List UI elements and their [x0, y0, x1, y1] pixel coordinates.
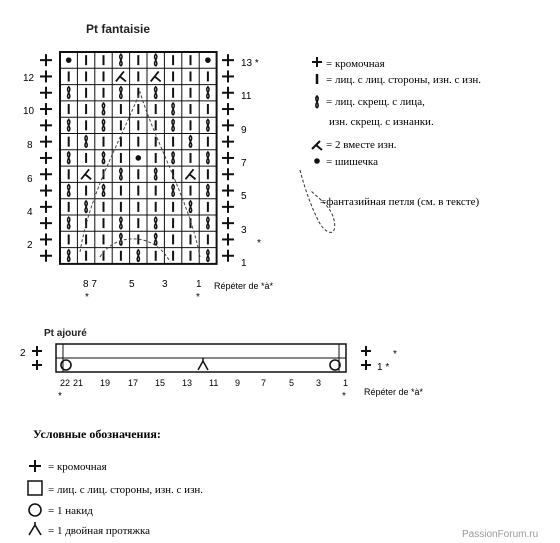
chart2-grid: [56, 344, 346, 372]
chart1-twisted-stitch: [137, 250, 139, 262]
chart1-twisted-stitch: [102, 103, 104, 115]
chart1-title: Pt fantaisie: [86, 22, 151, 36]
row-label-8: 8: [27, 140, 33, 151]
chart2-row2-asterisk: *: [393, 349, 397, 360]
legend2-square-icon: [28, 481, 42, 495]
legend2-circle-icon: [29, 504, 41, 516]
chart1-twisted-stitch: [85, 201, 87, 213]
legend1-k2tog-icon: [312, 141, 322, 150]
chart1-twisted-stitch: [207, 119, 209, 131]
chart1-bobble-stitch: [66, 57, 72, 63]
legend1-twisted-text: = лиц. скрещ. с лица,: [326, 96, 425, 108]
chart1-twisted-stitch: [68, 87, 70, 99]
chart1-twisted-stitch: [120, 217, 122, 229]
chart2-stitch-label: 19: [100, 378, 111, 388]
row-label-9: 9: [241, 125, 247, 136]
chart1-twisted-stitch: [85, 136, 87, 148]
chart1-twisted-stitch: [68, 250, 70, 262]
legend1: [300, 57, 481, 232]
chart1-twisted-stitch: [120, 233, 122, 245]
legend1-k2tog-text: = 2 вместе изн.: [326, 139, 397, 151]
chart2-stitch-label: 3: [316, 378, 322, 388]
stitch-label-8-7: 8 7: [83, 279, 97, 290]
chart1-k2tog-stitch: [81, 169, 91, 179]
chart2-selvage-left: [32, 346, 42, 370]
chart1-twisted-stitch: [102, 185, 104, 197]
chart1-stitch-labels: [83, 279, 274, 303]
watermark-text: PassionForum.ru: [462, 529, 539, 540]
chart2-stitch-label: 13: [182, 378, 193, 388]
row-label-13: 13 *: [241, 58, 259, 69]
chart2-title: Pt ajouré: [44, 328, 87, 339]
chart1-twisted-stitch: [120, 54, 122, 66]
row-label-5: 5: [241, 191, 247, 202]
chart1-k2tog-stitch: [116, 71, 126, 81]
row-label-6: 6: [27, 174, 33, 185]
chart2-row-label-2: 2: [20, 348, 26, 359]
chart2-stitch-label: 17: [128, 378, 139, 388]
chart1-twisted-stitch: [68, 152, 70, 164]
chart2-stitch-labels: [60, 378, 348, 388]
chart1-bobble-stitch: [136, 155, 142, 161]
chart2-stitch-label: 15: [155, 378, 166, 388]
chart1-twisted-stitch: [155, 87, 157, 99]
chart1-twisted-stitch: [102, 152, 104, 164]
chart1-repeat-label: Répéter de *à*: [214, 281, 274, 291]
row-label-1: 1: [241, 258, 247, 269]
row-label-11: 11: [241, 91, 252, 102]
chart1-twisted-stitch: [207, 250, 209, 262]
chart1-twisted-stitch: [120, 87, 122, 99]
chart1-twisted-stitch: [172, 185, 174, 197]
legend1-twisted-icon: [316, 96, 318, 108]
chart1-twisted-stitch: [102, 119, 104, 131]
row-label-7: 7: [241, 158, 247, 169]
legend1-bobble-text: = шишечка: [326, 156, 378, 168]
chart1-twisted-stitch: [207, 87, 209, 99]
chart1-twisted-stitch: [172, 103, 174, 115]
chart1-fancy-loop: [100, 239, 170, 262]
chart2-stitch-label: 11: [209, 378, 219, 388]
chart1-twisted-stitch: [68, 185, 70, 197]
chart1-twisted-stitch: [155, 168, 157, 180]
chart2-stitch-label: 7: [261, 378, 267, 388]
legend1-plus-icon: [312, 57, 322, 67]
chart1-twisted-stitch: [207, 185, 209, 197]
chart1-odd-row-labels: [241, 58, 261, 269]
chart1-twisted-stitch: [172, 152, 174, 164]
chart1-twisted-stitch: [155, 54, 157, 66]
chart1-k2tog-stitch: [151, 71, 161, 81]
legend2-circle-text: = 1 накид: [48, 505, 93, 517]
stitch-label-5: 5: [129, 279, 135, 290]
chart1-twisted-stitch: [68, 217, 70, 229]
stitch-asterisk-right: *: [196, 292, 200, 303]
chart1-k2tog-stitch: [186, 169, 196, 179]
row-label-3: 3: [241, 225, 247, 236]
chart2-asterisk-left: *: [58, 391, 62, 402]
legend2-plus-text: = кромочная: [48, 461, 107, 473]
chart1-twisted-stitch: [155, 233, 157, 245]
chart1-twisted-stitch: [172, 119, 174, 131]
legend2: [28, 460, 203, 537]
row3-asterisk: *: [257, 238, 261, 249]
chart1-even-row-labels: [23, 73, 35, 251]
chart1-twisted-stitch: [189, 201, 191, 213]
chart2-stitch-label: 9: [235, 378, 241, 388]
chart2-stitch-label: 21: [73, 378, 84, 388]
chart2-row-label-1: 1 *: [377, 362, 390, 373]
stitch-asterisk-left: *: [85, 292, 89, 303]
legend2-double-decrease-icon: [29, 522, 41, 535]
stitch-label-3: 3: [162, 279, 168, 290]
legend1-plus-text: = кромочная: [326, 58, 385, 70]
legend1-bar-text: = лиц. с лиц. стороны, изн. с изн.: [326, 74, 482, 86]
legend2-plus-icon: [29, 460, 41, 472]
chart1-twisted-stitch: [68, 119, 70, 131]
legend1-bobble-icon: [314, 158, 320, 164]
chart1-twisted-stitch: [207, 152, 209, 164]
legend1-loop-text: =фантазийная петля (см. в тексте): [320, 196, 480, 208]
chart1-selvage-left: [40, 54, 52, 262]
chart2-repeat-label: Répéter de *à*: [364, 387, 424, 397]
legend1-twisted-text2: изн. скрещ. с изнанки.: [329, 116, 434, 128]
legend2-title: Условные обозначения:: [33, 427, 161, 441]
row-label-2: 2: [27, 240, 33, 251]
row-label-12: 12: [23, 73, 35, 84]
chart2-stitch-label: 22: [60, 378, 71, 388]
chart2-selvage-right: [361, 346, 371, 370]
legend2-dbl-text: = 1 двойная протяжка: [48, 525, 151, 537]
chart2-double-decrease: [198, 358, 208, 370]
stitch-label-1: 1: [196, 279, 202, 290]
chart2-asterisk-right: *: [342, 391, 346, 402]
row-label-10: 10: [23, 106, 35, 117]
chart1-bobble-stitch: [205, 57, 211, 63]
chart1-twisted-stitch: [207, 217, 209, 229]
chart2-stitch-label: 5: [289, 378, 295, 388]
chart2-stitch-label: 1: [343, 378, 349, 388]
chart1-twisted-stitch: [155, 217, 157, 229]
chart1-twisted-stitch: [120, 168, 122, 180]
legend2-square-text: = лиц. с лиц. стороны, изн. с изн.: [48, 484, 204, 496]
row-label-4: 4: [27, 207, 33, 218]
chart1-selvage-right: [222, 54, 234, 262]
chart1-twisted-stitch: [189, 136, 191, 148]
